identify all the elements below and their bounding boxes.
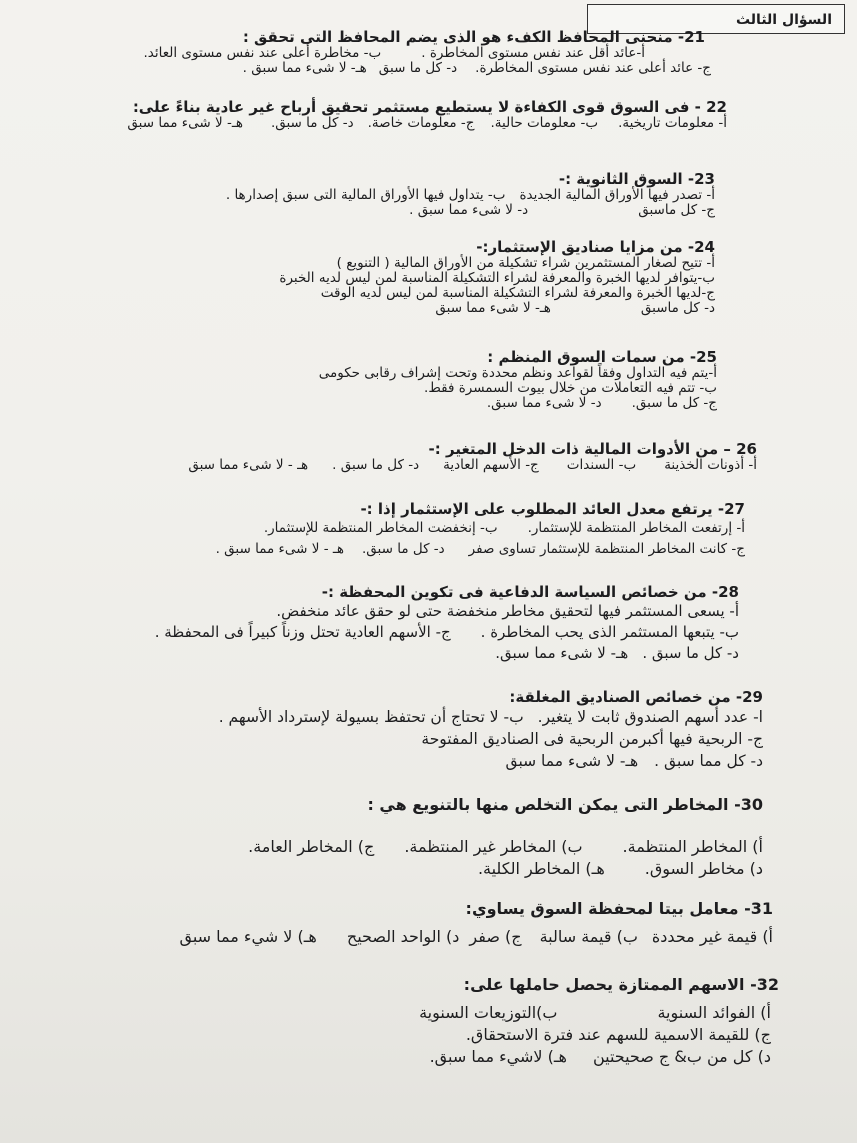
question-title: 23- السوق الثانوية :- bbox=[558, 170, 715, 188]
answer-line bbox=[279, 301, 715, 316]
answer-option: د- كل ما سبق. bbox=[270, 115, 354, 131]
answer-option: ج) المخاطر العامة. bbox=[248, 837, 375, 856]
question-title: 22 - فى السوق قوى الكفاءة لا يستطيع مستثمر تحقيق أرباح غير عادية بناءً على: bbox=[132, 98, 727, 116]
answer-option: أ- أذونات الخذينة bbox=[664, 457, 757, 473]
question-title: 25- من سمات السوق المنظم : bbox=[487, 348, 717, 366]
answer-option: ج) للقيمة الاسمية للسهم عند فترة الاستحقاق. bbox=[465, 1025, 771, 1044]
answer-line bbox=[279, 271, 715, 286]
question-title: 30- المخاطر التى يمكن التخلص منها بالتنويع هي : bbox=[367, 795, 763, 814]
question-title: 24- من مزايا صناديق الإستثمار:- bbox=[476, 238, 715, 256]
answer-line bbox=[155, 601, 739, 622]
question-22 bbox=[127, 98, 727, 131]
answer-option: هـ- لا شىء مما سبق bbox=[127, 115, 243, 131]
question-32 bbox=[419, 974, 779, 1068]
answer-line bbox=[144, 61, 711, 76]
answer-option: ب- يتداول فيها الأوراق المالية التى سبق إصدارها . bbox=[225, 187, 506, 203]
answer-option: د- كل مما سبق . bbox=[654, 752, 763, 770]
answer-option: أ- إرتفعت المخاطر المنتظمة للإستثمار. bbox=[527, 520, 745, 536]
answer-option: أ) المخاطر المنتظمة. bbox=[622, 837, 763, 856]
answer-option: أ- يسعى المستثمر فيها لتحقيق مخاطر منخفضة حتى لو حقق عائد منخفض. bbox=[276, 602, 739, 620]
answer-option: ب- لا تحتاج أن تحتفظ بسيولة لإسترداد الأسهم . bbox=[218, 708, 524, 726]
question-27 bbox=[216, 500, 745, 560]
answer-option: د- كل ما سبق bbox=[378, 60, 458, 76]
answer-option: د- كل ماسبق bbox=[640, 300, 715, 316]
answer-line bbox=[219, 706, 763, 728]
answer-option: هـ- لا شىء مما سبق bbox=[505, 752, 639, 770]
answer-line bbox=[279, 286, 715, 301]
answer-option: ج- كانت المخاطر المنتظمة للإستثمار تساوى صفر bbox=[468, 541, 745, 557]
answer-line bbox=[155, 622, 739, 643]
answer-line bbox=[226, 203, 715, 218]
answer-line bbox=[188, 458, 757, 473]
answer-option: هـ) المخاطر الكلية. bbox=[477, 859, 605, 878]
answer-option: ب- معلومات حالية. bbox=[490, 115, 599, 131]
answer-option: هـ - لا شىء مما سبق bbox=[188, 457, 309, 473]
answer-option: ا- عدد أسهم الصندوق ثابت لا يتغير. bbox=[537, 708, 763, 726]
answer-option: ب)التوزيعات السنوية bbox=[419, 1003, 558, 1022]
answer-line bbox=[226, 188, 715, 203]
answer-line bbox=[216, 518, 745, 539]
question-title: 32- الاسهم الممتازة يحصل حاملها على: bbox=[463, 975, 779, 994]
answer-line bbox=[216, 539, 745, 560]
answer-option: ب- إنخفضت المخاطر المنتظمة للإستثمار. bbox=[263, 520, 498, 536]
question-21 bbox=[143, 28, 711, 76]
answer-option: د- كل ما سبق . bbox=[642, 644, 739, 662]
answer-option: د) مخاطر السوق. bbox=[644, 859, 763, 878]
answer-option: ب) قيمة سالبة bbox=[539, 927, 638, 946]
answer-line bbox=[219, 750, 763, 772]
question-28 bbox=[155, 583, 739, 664]
question-title: 28- من خصائص السياسة الدفاعية فى تكوين المحفظة :- bbox=[321, 583, 739, 601]
answer-line bbox=[319, 366, 717, 381]
answer-option: ج) صفر bbox=[469, 927, 522, 946]
answer-option: ب- يتبعها المستثمر الذى يحب المخاطرة . bbox=[480, 623, 739, 641]
answer-option: ب-يتوافر لديها الخبرة والمعرفة لشراء التشكيلة المناسبة لمن ليس لديه الخبرة bbox=[279, 270, 715, 286]
answer-option: هـ- لا شىء مما سبق bbox=[435, 300, 551, 316]
answer-line bbox=[127, 116, 727, 131]
question-title: 26 – من الأدوات المالية ذات الدخل المتغير :- bbox=[428, 440, 757, 458]
answer-option: د- كل ما سبق. bbox=[361, 541, 445, 557]
question-30 bbox=[248, 794, 763, 880]
answer-line bbox=[419, 1046, 771, 1068]
answer-option: أ- تتيح لصغار المستثمرين شراء تشكيلة من الأوراق المالية ( التنويع ) bbox=[336, 255, 715, 271]
answer-line bbox=[155, 643, 739, 664]
answer-option: ج- كل ماسبق bbox=[638, 202, 715, 218]
answer-option: أ-يتم فيه التداول وفقاً لقواعد ونظم محددة وتحت إشراف رقابى حكومى bbox=[318, 365, 717, 381]
answer-line bbox=[419, 1024, 771, 1046]
answer-option: د- كل ما سبق . bbox=[332, 457, 420, 473]
answer-option: ج-لديها الخبرة والمعرفة لشراء التشكيلة المناسبة لمن ليس لديه الوقت bbox=[320, 285, 715, 301]
answer-option: ب) المخاطر غير المنتظمة. bbox=[404, 837, 583, 856]
answer-option: ج- كل ما سبق. bbox=[631, 395, 717, 411]
question-title: 27- يرتفع معدل العائد المطلوب على الإستثمار إذا :- bbox=[360, 500, 745, 518]
answer-option: ج- الأسهم العادية bbox=[443, 457, 539, 473]
answer-option: ج- الربحية فيها أكبرمن الربحية فى الصناديق المفتوحة bbox=[421, 730, 763, 748]
answer-option: أ) قيمة غير محددة bbox=[651, 927, 773, 946]
answer-option: د) الواحد الصحيح bbox=[346, 927, 460, 946]
question-31 bbox=[179, 898, 773, 948]
answer-line bbox=[248, 858, 763, 880]
answer-line bbox=[248, 836, 763, 858]
question-26 bbox=[188, 440, 757, 473]
answer-line bbox=[279, 256, 715, 271]
answer-line bbox=[219, 728, 763, 750]
answer-option: ب- تتم فيه التعاملات من خلال بيوت السمسرة فقط. bbox=[424, 380, 717, 396]
answer-option: د- لا شىء مما سبق . bbox=[409, 202, 529, 218]
answer-line bbox=[179, 926, 773, 948]
answer-option: ج- معلومات خاصة. bbox=[367, 115, 475, 131]
answer-option: أ-عائد أقل عند نفس مستوى المخاطرة . bbox=[421, 45, 645, 61]
answer-option: أ) الفوائد السنوية bbox=[657, 1003, 771, 1022]
answer-option: ج- الأسهم العادية تحتل وزناً كبيراً فى المحفظة . bbox=[154, 623, 451, 641]
question-25 bbox=[319, 348, 717, 411]
answer-option: هـ - لا شىء مما سبق . bbox=[215, 541, 344, 557]
answer-option: أ- معلومات تاريخية. bbox=[618, 115, 727, 131]
answer-line bbox=[319, 381, 717, 396]
question-title: 21- منحنى المحافظ الكفء هو الذى يضم المحافظ التى تحقق : bbox=[242, 28, 705, 46]
answer-option: هـ- لا شىء مما سبق . bbox=[242, 60, 367, 76]
answer-line bbox=[144, 46, 645, 61]
answer-option: ج- عائد أعلى عند نفس مستوى المخاطرة. bbox=[475, 60, 711, 76]
answer-line bbox=[419, 1002, 771, 1024]
answer-option: هـ) لاشيء مما سبق. bbox=[429, 1047, 567, 1066]
answer-line bbox=[319, 396, 717, 411]
answer-option: هـ) لا شيء مما سبق bbox=[179, 927, 317, 946]
answer-option: د) كل من ب& ج صحيحتين bbox=[592, 1047, 771, 1066]
answer-option: ب- السندات bbox=[566, 457, 637, 473]
section-title: السؤال الثالث bbox=[735, 12, 832, 28]
answer-option: ب- مخاطرة أعلى عند نفس مستوى العائد. bbox=[143, 45, 382, 61]
answer-option: أ- تصدر فيها الأوراق المالية الجديدة bbox=[519, 187, 715, 203]
answer-option: هـ- لا شىء مما سبق. bbox=[495, 644, 629, 662]
question-title: 31- معامل بيتا لمحفظة السوق يساوي: bbox=[465, 899, 773, 918]
question-29 bbox=[219, 688, 763, 772]
question-title: 29- من خصائص الصناديق المغلقة: bbox=[509, 688, 763, 706]
question-23 bbox=[226, 170, 715, 218]
question-24 bbox=[279, 238, 715, 316]
answer-option: د- لا شىء مما سبق. bbox=[486, 395, 602, 411]
